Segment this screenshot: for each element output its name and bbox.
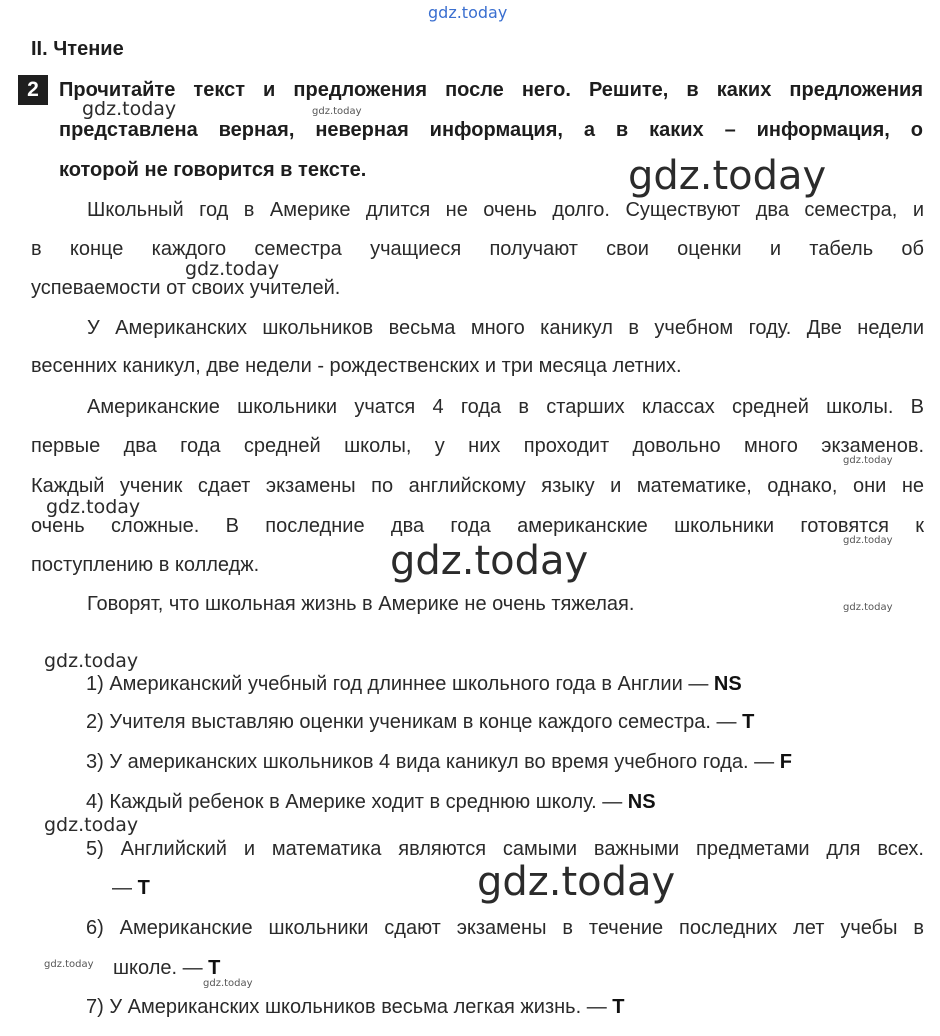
watermark: gdz.today <box>477 859 676 905</box>
text-line: Американские школьники учатся 4 года в старших классах средней школы. В <box>87 396 924 418</box>
task-instruction-line: представлена верная, неверная информация, а в каких – информация, о <box>59 119 923 141</box>
statement-item <box>113 957 220 980</box>
statement-text: школе. — <box>113 957 209 979</box>
statement-text: 7) У Американских школьников весьма легкая жизнь. — <box>86 996 613 1018</box>
statement-item <box>86 751 792 774</box>
watermark: gdz.today <box>46 496 141 518</box>
statement-text: 2) Учителя выставляю оценки ученикам в конце каждого семестра. — <box>86 711 743 733</box>
statement-answer: T <box>208 957 221 979</box>
statement-answer: T <box>742 711 755 733</box>
watermark: gdz.today <box>82 98 177 120</box>
watermark: gdz.today <box>185 258 280 280</box>
text-line: успеваемости от своих учителей. <box>31 277 341 299</box>
statement-text: 3) У американских школьников 4 вида каникул во время учебного года. — <box>86 751 780 773</box>
text-line: Школьный год в Америке длится не очень долго. Существуют два семестра, и <box>87 199 924 221</box>
statement-text: 1) Американский учебный год длиннее школьного года в Англии — <box>86 673 714 695</box>
watermark: gdz.today <box>312 106 362 117</box>
statement-item <box>86 791 656 814</box>
watermark: gdz.today <box>843 602 893 613</box>
watermark: gdz.today <box>390 538 589 584</box>
statement-text: 4) Каждый ребенок в Америке ходит в среднюю школу. — <box>86 791 628 813</box>
text-line: в конце каждого семестра учащиеся получают свои оценки и табель об <box>31 238 924 260</box>
task-instruction-line: Прочитайте текст и предложения после него. Решите, в каких предложения <box>59 79 923 101</box>
statement-answer: T <box>137 877 150 899</box>
watermark: gdz.today <box>628 153 827 199</box>
statement-answer: F <box>779 751 792 773</box>
statement-answer: NS <box>627 791 656 813</box>
statement-text: 5) Английский и математика являются самыми важными предметами для всех. <box>86 838 924 860</box>
watermark: gdz.today <box>44 814 139 836</box>
text-line: весенних каникул, две недели - рождественских и три месяца летних. <box>31 355 682 377</box>
statement-answer: NS <box>713 673 742 695</box>
text-line: первые два года средней школы, у них проходит довольно много экзаменов. <box>31 435 924 457</box>
task-instruction-line: которой не говорится в тексте. <box>59 159 367 181</box>
statement-text: 6) Американские школьники сдают экзамены в течение последних лет учебы в <box>86 917 924 939</box>
statement-item <box>86 996 624 1019</box>
statement-item <box>86 673 742 696</box>
statement-item <box>86 711 754 734</box>
watermark: gdz.today <box>44 959 94 970</box>
section-title: II. Чтение <box>31 38 124 60</box>
text-line: Говорят, что школьная жизнь в Америке не очень тяжелая. <box>87 593 635 615</box>
task-number-badge: 2 <box>18 75 48 105</box>
text-line: У Американских школьников весьма много каникул в учебном году. Две недели <box>87 317 924 339</box>
watermark: gdz.today <box>843 535 893 546</box>
watermark: gdz.today <box>843 455 893 466</box>
text-line: поступлению в колледж. <box>31 554 260 576</box>
watermark: gdz.today <box>203 978 253 989</box>
header-link[interactable]: gdz.today <box>428 3 508 22</box>
statement-item <box>112 877 150 900</box>
text-line: очень сложные. В последние два года американские школьники готовятся к <box>31 515 924 537</box>
statement-text: — <box>112 877 138 899</box>
watermark: gdz.today <box>44 650 139 672</box>
statement-answer: T <box>612 996 625 1018</box>
text-line: Каждый ученик сдает экзамены по английскому языку и математике, однако, они не <box>31 475 924 497</box>
